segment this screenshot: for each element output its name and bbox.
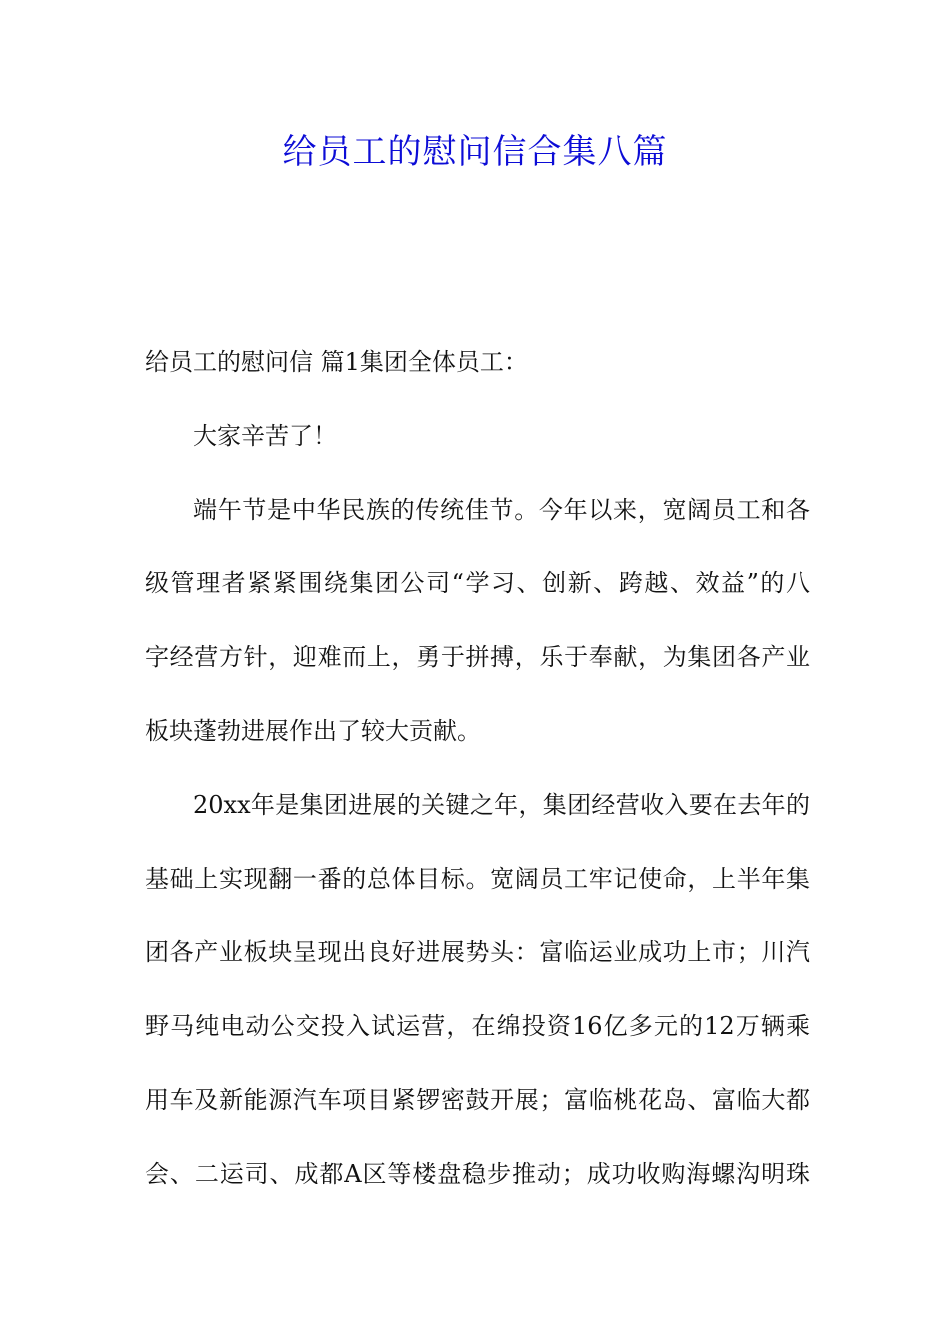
text-line: 用车及新能源汽车项目紧锣密鼓开展；富临桃花岛、富临大都 xyxy=(145,1085,810,1114)
text-line: 基础上实现翻一番的总体目标。宽阔员工牢记使命，上半年集 xyxy=(145,864,810,893)
text-line: 20xx年是集团进展的关键之年，集团经营收入要在去年的 xyxy=(193,790,810,819)
text-line: 团各产业板块呈现出良好进展势头：富临运业成功上市；川汽 xyxy=(145,938,810,967)
text-line: 端午节是中华民族的传统佳节。今年以来，宽阔员工和各 xyxy=(193,495,810,524)
document-body xyxy=(145,340,810,1226)
text-line: 字经营方针，迎难而上，勇于拼搏，乐于奉献，为集团各产业 xyxy=(145,643,810,672)
text-line: 给员工的慰问信 篇1集团全体员工： xyxy=(145,348,528,376)
text-line: 板块蓬勃进展作出了较大贡献。 xyxy=(145,716,481,745)
document-title: 给员工的慰问信合集八篇 xyxy=(282,132,668,172)
text-line: 大家辛苦了！ xyxy=(193,421,337,450)
text-line: 野马纯电动公交投入试运营，在绵投资16亿多元的12万辆乘 xyxy=(145,1012,810,1041)
text-line: 级管理者紧紧围绕集团公司“学习、创新、跨越、效益”的八 xyxy=(145,569,810,598)
text-line: 会、二运司、成都A区等楼盘稳步推动；成功收购海螺沟明珠 xyxy=(145,1159,810,1188)
